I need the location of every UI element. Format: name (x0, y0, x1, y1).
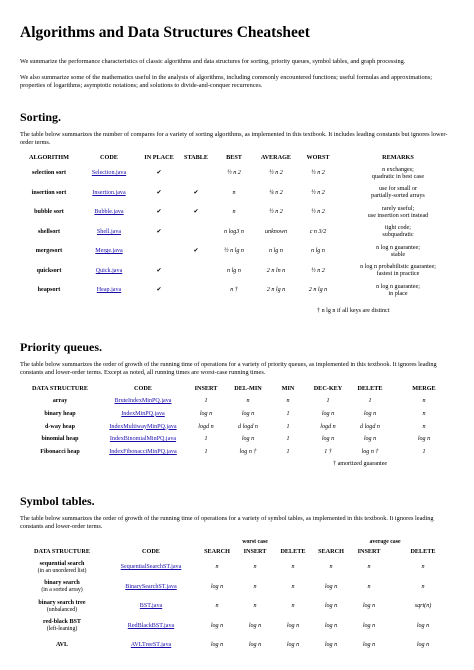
code-link (78, 262, 140, 282)
remarks-line-2: partially-sorted arrays (371, 193, 425, 200)
code-cell (100, 395, 186, 408)
page-title: Algorithms and Data Structures Cheatsheet (20, 24, 310, 41)
code-link (78, 242, 140, 262)
code-link[interactable]: Merge.java (95, 248, 123, 255)
sorting-table (20, 153, 458, 301)
col-header: DELETE (410, 548, 436, 556)
table-row (20, 421, 458, 434)
average-case: 2 n lg n (266, 287, 286, 294)
best-case: n (232, 209, 236, 216)
cost-cell: n (422, 398, 426, 404)
table-row (20, 184, 458, 204)
intro-paragraph-1: We summarize the performance characteristics of classic algorithms and data structures for sorting, priority queues, symbol tables, and graph processing. (20, 58, 406, 65)
code-link (78, 223, 140, 243)
stable-check: ✔ (193, 189, 199, 196)
algorithm-name: bubble sort (34, 209, 64, 216)
code-link[interactable]: IndexBinomialMinPQ.java (109, 436, 177, 443)
col-header: MERGE (412, 385, 436, 393)
algorithm-name: selection sort (31, 170, 66, 177)
cost-cell: log n (210, 583, 224, 590)
cost-cell: log n (286, 642, 300, 649)
table-row (20, 408, 458, 421)
cost-cell: log n (362, 603, 376, 610)
in-place-check: ✔ (156, 209, 162, 216)
cost-cell: 1 † (324, 449, 332, 456)
remarks-line-2: fastest in practice (376, 271, 420, 278)
data-structure-name (20, 617, 104, 637)
code-link (78, 281, 140, 301)
structure-title: binary search (44, 580, 80, 587)
cost-cell: n (367, 583, 371, 590)
code-link[interactable]: IndexFibonacciMinPQ.java (109, 449, 177, 456)
table-row (20, 558, 458, 578)
cost-cell: n (422, 410, 426, 417)
in-place-check: ✔ (156, 189, 162, 196)
col-header: MIN (281, 385, 295, 393)
col-header: CODE (142, 548, 160, 556)
code-cell (100, 446, 186, 459)
remarks (338, 223, 458, 243)
cost-cell: n (253, 564, 257, 571)
in-place-check: ✔ (156, 170, 162, 177)
average-case: n lg n (269, 248, 283, 255)
remarks-line-2: in place (388, 290, 408, 297)
cost-cell: logd n (320, 423, 336, 430)
cost-cell: log n (321, 436, 335, 443)
col-header: INSERT (194, 385, 218, 393)
cost-cell: log n (248, 642, 262, 649)
col-header: DATA STRUCTURE (34, 548, 90, 556)
code-link[interactable]: BST.java (139, 603, 163, 610)
cost-cell: 1 (286, 449, 290, 456)
code-link[interactable]: SequentialSearchST.java (120, 564, 182, 571)
stable-check (178, 164, 214, 184)
cost-cell: n (291, 603, 295, 610)
structure-title: AVL (55, 642, 69, 649)
cost-cell: 1 (204, 398, 208, 404)
remarks-line-2: quadratic in best case (371, 173, 425, 180)
col-header: SEARCH (318, 548, 344, 556)
data-structure-name (20, 558, 104, 578)
worst-case: ½ n 2 (311, 189, 325, 196)
remarks-line-1: n log n guarantee; (376, 283, 420, 290)
cost-cell: n (421, 564, 425, 571)
table-row (20, 617, 458, 637)
cost-cell: log n (199, 410, 213, 417)
data-structure-name: binomial heap (41, 436, 79, 443)
cost-cell: 1 (286, 410, 290, 417)
worst-case: ½ n 2 (311, 170, 325, 177)
code-link (78, 184, 140, 204)
code-cell (104, 578, 198, 598)
best-case: n (232, 189, 236, 196)
col-header: DELETE (280, 548, 306, 556)
cost-cell: log n (210, 642, 224, 649)
cost-cell: log n (363, 436, 377, 443)
worst-case: c n 3/2 (309, 228, 327, 235)
best-case: n lg n (227, 267, 241, 274)
best-case: ½ n lg n (224, 248, 244, 255)
remarks (338, 242, 458, 262)
table-row (20, 281, 458, 301)
cost-cell: log n (363, 410, 377, 417)
remarks (338, 203, 458, 223)
table-row (20, 395, 458, 408)
col-header: DEL-MIN (234, 385, 262, 393)
structure-subtitle: (in a sorted array) (41, 587, 83, 594)
pq-heading: Priority queues. (20, 340, 102, 354)
data-structure-name (20, 578, 104, 598)
code-link[interactable]: Heap.java (96, 287, 122, 294)
average-case-group-header: average case (369, 539, 401, 546)
cost-cell: n (291, 583, 295, 590)
in-place-check: ✔ (156, 287, 162, 294)
remarks-line-1: n log n probabilistic guarantee; (360, 264, 436, 271)
structure-title: red-black BST (43, 619, 81, 626)
in-place-check: ✔ (156, 228, 162, 235)
cost-cell: log n (362, 642, 376, 649)
st-table (20, 538, 458, 656)
code-link (78, 203, 140, 223)
table-row (20, 636, 458, 656)
worst-case: n lg n (311, 248, 325, 255)
st-group-row (20, 538, 458, 547)
col-header: STABLE (184, 154, 208, 162)
st-description: The table below summarizes the order of growth of the running time of operations for a variety of symbol tables, as implemented in this textbook. It ignores leading constants and lower-order terms. (20, 515, 434, 531)
algorithm-name: insertion sort (31, 189, 67, 196)
average-case: ½ n 2 (269, 209, 283, 216)
cost-cell: n (215, 564, 219, 571)
cost-cell: logd n (198, 423, 214, 430)
cost-cell: log n (241, 436, 255, 443)
pq-table-body (20, 395, 458, 459)
best-case: n † (230, 287, 238, 294)
code-link[interactable]: Bubble.java (94, 209, 124, 216)
code-cell (104, 597, 198, 617)
average-case: 2 n ln n (266, 267, 286, 274)
structure-subtitle: (in an unordered list) (37, 567, 87, 574)
worst-case: ½ n 2 (311, 267, 325, 274)
data-structure-name (20, 636, 104, 656)
worst-case: ½ n 2 (311, 209, 325, 216)
code-link[interactable]: AVLTreeST.java (130, 642, 172, 649)
pq-table (20, 384, 458, 459)
remarks-line-1: rarely useful; (381, 205, 415, 212)
st-table-body (20, 558, 458, 656)
table-row (20, 446, 458, 459)
cost-cell: n (215, 603, 219, 610)
cost-cell: d logd n (360, 423, 380, 430)
cost-cell: log n (241, 410, 255, 417)
remarks-line-1: tight code; (385, 225, 411, 232)
average-case: ¼ n 2 (269, 189, 283, 196)
stable-check: ✔ (193, 209, 199, 216)
average-case: unknown (264, 228, 287, 235)
cost-cell: n (253, 603, 257, 610)
data-structure-name: d-way heap (45, 423, 75, 430)
cost-cell: sqrt(n) (414, 603, 432, 610)
remarks-line-2: stable (390, 251, 406, 258)
structure-title: sequential search (39, 560, 85, 567)
code-link[interactable]: IndexMultiwayMinPQ.java (109, 423, 177, 430)
structure-subtitle: (unbalanced) (46, 606, 78, 613)
code-link[interactable]: IndexMinPQ.java (121, 410, 165, 417)
remarks (338, 262, 458, 282)
pq-description: The table below summarizes the order of growth of the running time of operations for a variety of priority queues, as implemented in this textbook. It ignores leading constants and lower-order terms. Except as noted, all running times are worst-case running times. (20, 361, 437, 377)
cost-cell: 1 (422, 449, 426, 456)
best-case: ½ n 2 (227, 170, 241, 177)
data-structure-name: array (52, 398, 68, 404)
remarks-line-1: n log n guarantee; (376, 244, 420, 251)
structure-title: binary search tree (38, 599, 86, 606)
cost-cell: n (253, 583, 257, 590)
stable-check: ✔ (193, 248, 199, 255)
cost-cell: 1 (326, 398, 330, 404)
code-link[interactable]: Shell.java (96, 228, 122, 235)
cost-cell: log n (416, 622, 430, 629)
pq-header-row (20, 384, 458, 395)
stable-check (178, 281, 214, 301)
sorting-table-body (20, 164, 458, 301)
col-header: WORST (306, 154, 330, 162)
col-header: DATA STRUCTURE (32, 385, 88, 393)
code-cell (100, 421, 186, 434)
cost-cell: log n † (239, 449, 257, 456)
col-header: DELETE (357, 385, 383, 393)
average-case: ½ n 2 (269, 170, 283, 177)
best-case: n log3 n (224, 228, 244, 235)
table-row (20, 433, 458, 446)
cost-cell: log n (324, 603, 338, 610)
code-link[interactable]: Insertion.java (92, 189, 126, 196)
code-cell (100, 433, 186, 446)
cost-cell: log n (286, 622, 300, 629)
code-cell (104, 636, 198, 656)
cost-cell: log n (210, 622, 224, 629)
cost-cell: log n † (361, 449, 379, 456)
sorting-footnote: † n lg n if all keys are distinct (317, 308, 390, 314)
cost-cell: log n (321, 410, 335, 417)
algorithm-name: quicksort (36, 267, 62, 274)
sorting-header-row (20, 153, 458, 164)
remarks-line-2: subquadratic (382, 232, 414, 239)
cost-cell: log n (417, 436, 431, 443)
stable-check (178, 223, 214, 243)
remarks-line-1: n exchanges; (382, 166, 414, 173)
worst-case: 2 n lg n (308, 287, 328, 294)
code-link (78, 164, 140, 184)
cost-cell: n (291, 564, 295, 571)
col-header: SEARCH (204, 548, 230, 556)
cost-cell: d logd n (238, 423, 258, 430)
sorting-description: The table below summarizes the number of compares for a variety of sorting algorithms, as implemented in this textbook. It includes leading constants but ignores lower-order terms. (20, 131, 448, 147)
cost-cell: n (286, 398, 290, 404)
code-link[interactable]: BinarySearchST.java (125, 583, 177, 590)
code-link[interactable]: Quick.java (95, 267, 123, 274)
code-cell (104, 617, 198, 637)
algorithm-name: shellsort (37, 228, 60, 235)
table-row (20, 223, 458, 243)
st-header-row (20, 547, 458, 558)
col-header: DEC-KEY (313, 385, 343, 393)
remarks (338, 164, 458, 184)
cost-cell: n (367, 564, 371, 571)
cost-cell: log n (416, 642, 430, 649)
cost-cell: 1 (368, 398, 372, 404)
col-header: BEST (226, 154, 242, 162)
col-header: REMARKS (382, 154, 414, 162)
table-row (20, 578, 458, 598)
cost-cell: 1 (204, 436, 208, 443)
algorithm-name: heapsort (37, 287, 61, 294)
in-place-check: ✔ (156, 267, 162, 274)
stable-check (178, 262, 214, 282)
code-cell (104, 558, 198, 578)
code-link[interactable]: Selection.java (91, 170, 127, 177)
structure-subtitle: (left-leaning) (46, 626, 78, 633)
st-heading: Symbol tables. (20, 494, 95, 508)
table-row (20, 262, 458, 282)
in-place-check (140, 242, 178, 262)
col-header: IN PLACE (144, 154, 174, 162)
data-structure-name (20, 597, 104, 617)
cost-cell: log n (248, 622, 262, 629)
col-header: CODE (100, 154, 118, 162)
remarks-line-1: use for small or (378, 186, 418, 193)
col-header: INSERT (357, 548, 381, 556)
sorting-heading: Sorting. (20, 110, 62, 124)
col-header: ALGORITHM (29, 154, 69, 162)
cost-cell: n (422, 423, 426, 430)
cost-cell: 1 (286, 436, 290, 443)
intro-paragraph-2: We also summarize some of the mathematics useful in the analysis of algorithms, including commonly encountered functions; useful formulas and approximations; properties of logarithms; asymptotic notations; and solutions to divide-and-conquer recurrences. (20, 74, 433, 90)
table-row (20, 242, 458, 262)
cost-cell: n (329, 564, 333, 571)
remarks (338, 184, 458, 204)
cost-cell: 1 (286, 423, 290, 430)
col-header: CODE (134, 385, 152, 393)
code-cell (100, 408, 186, 421)
cost-cell: n (421, 583, 425, 590)
cost-cell: n (246, 398, 250, 404)
cost-cell: log n (362, 622, 376, 629)
remarks (338, 281, 458, 301)
table-row (20, 203, 458, 223)
cost-cell: 1 (204, 449, 208, 456)
col-header: INSERT (243, 548, 267, 556)
table-row (20, 597, 458, 617)
data-structure-name: binary heap (44, 410, 76, 417)
cost-cell: log n (324, 642, 338, 649)
code-link[interactable]: BruteIndexMinPQ.java (114, 398, 172, 404)
pq-footnote: † amortized guarantee (333, 461, 388, 467)
cost-cell: log n (324, 622, 338, 629)
worst-case-group-header: worst case (242, 539, 268, 546)
data-structure-name: Fibonacci heap (40, 449, 80, 456)
remarks-line-2: use insertion sort instead (367, 212, 429, 219)
col-header: AVERAGE (260, 154, 292, 162)
table-row (20, 164, 458, 184)
algorithm-name: mergesort (35, 248, 63, 255)
code-link[interactable]: RedBlackBST.java (127, 622, 175, 629)
cost-cell: log n (324, 583, 338, 590)
